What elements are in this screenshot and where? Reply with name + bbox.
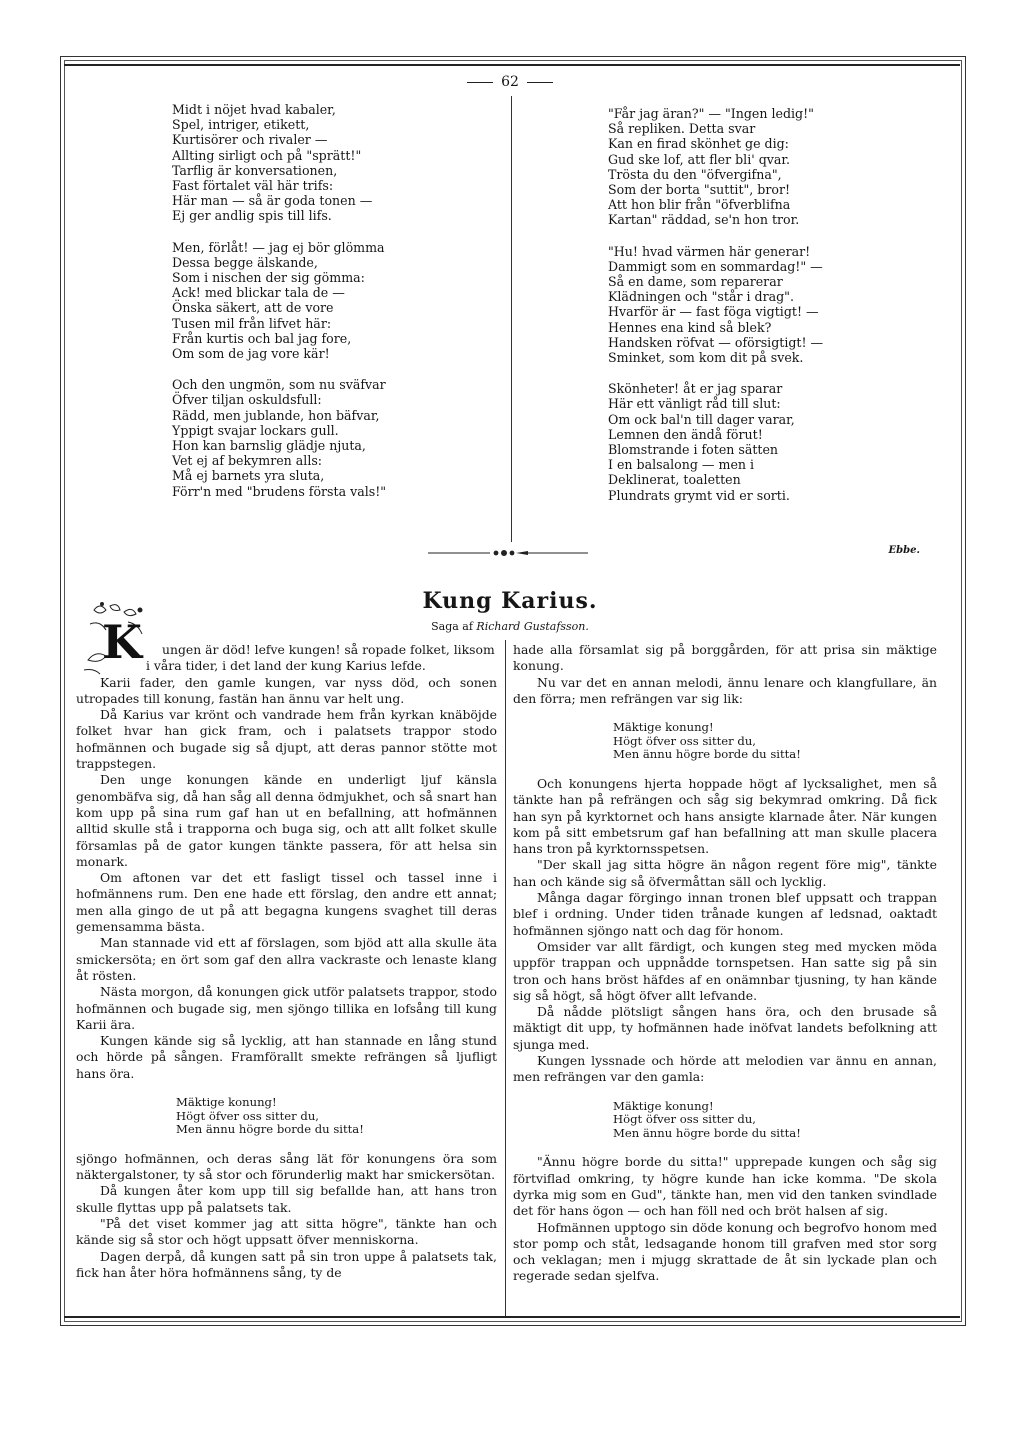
poem-line: Här man — så är goda tonen — bbox=[172, 193, 373, 209]
poem-line: Kan en firad skönhet ge dig: bbox=[608, 136, 789, 152]
poem-line: Önska säkert, att de vore bbox=[172, 300, 334, 316]
story-paragraph: sjöngo hofmännen, och deras sång lät för konungens öra som näktergalstoner, ty så stor och förunderlig makt har smickersötan. bbox=[76, 1150, 497, 1183]
refrain-line: Mäktige konung! bbox=[176, 1095, 277, 1110]
story-paragraph: Då nådde plötsligt sången hans öra, och den brusade så mäktigt dit upp, ty hofmännen hade inöfvat landets befolkning att sjunga med. bbox=[513, 1004, 937, 1052]
poem-stanza bbox=[608, 106, 908, 228]
poem-column-divider bbox=[511, 96, 512, 542]
poem-line: Men, förlåt! — jag ej bör glömma bbox=[172, 239, 385, 255]
poem-line: Så repliken. Detta svar bbox=[608, 121, 756, 137]
poem-line: Blomstrande i foten sätten bbox=[608, 442, 779, 458]
story-paragraph: ungen är död! lefve kungen! så ropade folket, liksom bbox=[162, 642, 495, 657]
story-paragraph: Den unge konungen kände en underligt ljuf känsla genombäfva sig, då han såg all denna ödmjukhet, och så snart han kom upp på sina rum gaf han ut en befallning, att hofmännen alltid skulle stå i trapporna och buga sig, och att allt folket skulle församlas på de gator kungen tänkte passera, för att helsa sin monark. bbox=[76, 772, 497, 869]
refrain-line: Men ännu högre borde du sitta! bbox=[613, 747, 801, 762]
poem-stanza bbox=[172, 102, 472, 224]
story-right-column bbox=[513, 642, 937, 1285]
story-paragraph: Hofmännen upptogo sin döde konung och begrofvo honom med stor pomp och ståt, ledsagande honom till grafven med stor sorg och veklagan; men i mjugg skrattade de åt sin lyckade plan och regerade sedan sjelfva. bbox=[513, 1219, 937, 1284]
poem-line: Tusen mil från lifvet här: bbox=[172, 315, 332, 331]
story-left-column bbox=[76, 642, 497, 1281]
top-rule bbox=[64, 64, 960, 66]
poem-line: Som i nischen der sig gömma: bbox=[172, 270, 365, 286]
refrain-line: Högt öfver oss sitter du, bbox=[176, 1108, 319, 1123]
section-ornament bbox=[428, 548, 588, 558]
poem-line: Spel, intriger, etikett, bbox=[172, 117, 310, 133]
poem-line: Handsken röfvat — oförsigtigt! — bbox=[608, 334, 824, 350]
refrain-line: Men ännu högre borde du sitta! bbox=[176, 1122, 364, 1137]
bottom-rule bbox=[64, 1316, 960, 1318]
story-paragraph: "Der skall jag sitta högre än någon regent före mig", tänkte han och kände sig så öfvermåttan säll och lycklig. bbox=[513, 857, 937, 889]
poem-line: Hon kan barnslig glädje njuta, bbox=[172, 438, 366, 454]
byline-author: Richard Gustafsson. bbox=[476, 620, 589, 633]
poem-line: "Hu! hvad värmen här generar! bbox=[608, 243, 811, 259]
poem-signature: Ebbe. bbox=[888, 545, 920, 556]
poem-line: Sminket, som kom dit på svek. bbox=[608, 350, 804, 366]
story-paragraph: Och konungens hjerta hoppade högt af lycksalighet, men så tänkte han på refrängen och såg sig bekymrad omkring. Då fick han syn på kyrktornet och hans ansigte klarnade åter. När kungen kom på sitt embetsrum gaf han befallning att man skulle placera hans tron på kyrktornsspetsen. bbox=[513, 775, 937, 857]
refrain-verse bbox=[513, 721, 937, 762]
poem-line: Kurtisörer och rivaler — bbox=[172, 132, 328, 148]
story-paragraph: i våra tider, i det land der kung Karius lefde. bbox=[146, 658, 426, 674]
story-paragraph: Omsider var allt färdigt, och kungen steg med mycken möda uppför trappan och uppnådde tornspetsen. Han satte sig på sin tron och hans bröst häfdes af en onämnbar tjusning, ty han kände sig så högt, så högt öfver allt lefvande. bbox=[513, 938, 937, 1003]
poem-left-column bbox=[172, 102, 472, 515]
poem-line: Om ock bal'n till dager varar, bbox=[608, 411, 795, 427]
poem-stanza bbox=[172, 377, 472, 499]
poem-line: Så en dame, som reparerar bbox=[608, 274, 783, 290]
poem-line: Och den ungmön, som nu sväfvar bbox=[172, 377, 386, 393]
story-paragraph: Dagen derpå, då kungen satt på sin tron uppe å palatsets tak, fick han åter höra hofmännens sång, ty de bbox=[76, 1248, 497, 1280]
story-paragraph: Om aftonen var det ett fasligt tissel och tassel inne i hofmännens rum. Den ene hade ett förslag, den andre ett annat; men alla gingo de ut på att begagna kungens svaghet till deras gemensamma bästa. bbox=[76, 870, 497, 935]
poem-line: "Får jag äran?" — "Ingen ledig!" bbox=[608, 106, 814, 121]
refrain-verse bbox=[76, 1096, 497, 1137]
byline-prefix: Saga af bbox=[431, 620, 473, 633]
poem-line: I en balsalong — men i bbox=[608, 457, 755, 473]
poem-line: Lemnen den ändå förut! bbox=[608, 426, 763, 442]
poem-stanza bbox=[608, 244, 908, 366]
story-paragraph: Kungen kände sig så lycklig, att han stannade en lång stund och hörde på sången. Framförallt smekte refrängen så ljufligt hans öra. bbox=[76, 1033, 497, 1081]
poem-line: Från kurtis och bal jag fore, bbox=[172, 330, 352, 346]
poem-line: Här ett vänligt råd till slut: bbox=[608, 396, 781, 412]
story-byline bbox=[300, 620, 720, 633]
poem-line: Deklinerat, toaletten bbox=[608, 472, 741, 488]
poem-line: Rädd, men jublande, hon bäfvar, bbox=[172, 407, 380, 423]
story-paragraph: hade alla församlat sig på borggården, för att prisa sin mäktige konung. bbox=[513, 642, 937, 674]
story-paragraph: "Ännu högre borde du sitta!" upprepade kungen och såg sig förtviflad omkring, ty högre kunde han icke komma. "De skola dyrka mig som en Gud", tänkte han, men vid den tanken svindlade det för hans ögon — och han föll ned och bröt halsen af sig. bbox=[513, 1154, 937, 1219]
poem-line: Skönheter! åt er jag sparar bbox=[608, 381, 783, 397]
poem-right-column bbox=[608, 106, 908, 519]
poem-stanza bbox=[608, 381, 908, 503]
poem-line: Trösta du den "öfvergifna", bbox=[608, 166, 782, 182]
poem-line: Ack! med blickar tala de — bbox=[172, 285, 345, 301]
poem-stanza bbox=[172, 240, 472, 362]
refrain-line: Högt öfver oss sitter du, bbox=[613, 733, 756, 748]
poem-line: Kartan" räddad, se'n hon tror. bbox=[608, 212, 800, 228]
dropcap-letter: K bbox=[102, 615, 142, 669]
poem-line: Förr'n med "brudens första vals!" bbox=[172, 483, 387, 499]
poem-line: Dammigt som en sommardag!" — bbox=[608, 258, 823, 274]
poem-line: Vet ej af bekymren alls: bbox=[172, 453, 323, 469]
poem-line: Gud ske lof, att fler bli' qvar. bbox=[608, 151, 791, 167]
story-paragraph: Många dagar förgingo innan tronen blef uppsatt och trappan blef i ordning. Under tiden trånade kungen af ledsnad, oaktadt hofmännen sjöngo natt och dag för honom. bbox=[513, 890, 937, 938]
poem-line: Må ej barnets yra sluta, bbox=[172, 468, 325, 484]
refrain-line: Men ännu högre borde du sitta! bbox=[613, 1125, 801, 1140]
poem-line: Plundrats grymt vid er sorti. bbox=[608, 487, 790, 503]
page-number: 62 bbox=[440, 74, 580, 90]
poem-line: Ej ger andlig spis till lifs. bbox=[172, 208, 332, 224]
poem-line: Yppigt svajar lockars gull. bbox=[172, 422, 339, 438]
refrain-line: Högt öfver oss sitter du, bbox=[613, 1112, 756, 1127]
poem-line: Tarflig är konversationen, bbox=[172, 162, 338, 178]
story-paragraph: Kungen lyssnade och hörde att melodien var ännu en annan, men refrängen var den gamla: bbox=[513, 1053, 937, 1085]
poem-line: Klädningen och "står i drag". bbox=[608, 289, 794, 305]
refrain-line: Mäktige konung! bbox=[613, 1098, 714, 1113]
story-paragraph: "På det viset kommer jag att sitta högre", tänkte han och kände sig så stor och högt uppsatt öfver menniskorna. bbox=[76, 1215, 497, 1248]
poem-line: Öfver tiljan oskuldsfull: bbox=[172, 392, 322, 408]
poem-line: Hennes ena kind så blek? bbox=[608, 319, 772, 335]
story-paragraph: Karii fader, den gamle kungen, var nyss död, och sonen utropades till konung, fastän han ännu var helt ung. bbox=[76, 674, 497, 706]
poem-line: Hvarför är — fast föga vigtigt! — bbox=[608, 304, 819, 320]
story-title: Kung Karius. bbox=[422, 588, 598, 614]
poem-line: Om som de jag vore kär! bbox=[172, 346, 330, 362]
refrain-verse bbox=[513, 1100, 937, 1141]
refrain-line: Mäktige konung! bbox=[613, 720, 714, 735]
poem-line: Allting sirligt och på "sprätt!" bbox=[172, 147, 362, 163]
poem-line: Fast förtalet väl här trifs: bbox=[172, 178, 334, 194]
poem-line: Dessa begge älskande, bbox=[172, 254, 318, 270]
poem-line: Midt i nöjet hvad kabaler, bbox=[172, 102, 336, 117]
story-column-divider bbox=[505, 640, 506, 1316]
story-paragraph: Då kungen åter kom upp till sig befallde han, att hans tron skulle flyttas upp på palatsets tak. bbox=[76, 1183, 497, 1215]
story-paragraph: Man stannade vid ett af förslagen, som bjöd att alla skulle äta smickersöta; en ört som gaf den allra vackraste och lenaste klang åt rösten. bbox=[76, 935, 497, 983]
story-paragraph: Då Karius var krönt och vandrade hem från kyrkan knäböjde folket hvar han gick fram, och i palatsets trappor stodo hofmännen och bugade sig så djupt, att deras pannor stötte mot trappstegen. bbox=[76, 707, 497, 772]
poem-line: Som der borta "suttit", bror! bbox=[608, 182, 791, 198]
poem-line: Att hon blir från "öfverblifna bbox=[608, 197, 791, 213]
story-paragraph: Nästa morgon, då konungen gick utför palatsets trappor, stodo hofmännen och bugade sig, men sjöngo tillika en lofsång till kung Karii ära. bbox=[76, 984, 497, 1032]
story-paragraph: Nu var det en annan melodi, ännu lenare och klangfullare, än den förra; men refrängen var sig lik: bbox=[513, 674, 937, 706]
